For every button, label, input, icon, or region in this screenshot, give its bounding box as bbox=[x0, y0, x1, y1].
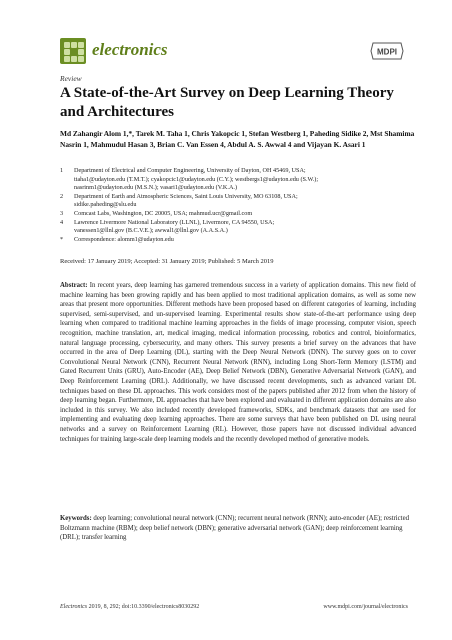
keywords-text: deep learning; convolutional neural network (CNN); recurrent neural network (RNN); auto-encoder (AE); restricted Boltzmann machine (RBM); deep belief network (DBN); generative adversarial network (GAN); deep reinforcement learning (DRL); transfer learning bbox=[60, 515, 409, 542]
affiliation-item bbox=[60, 167, 420, 193]
affiliation-line: vanessen1@llnl.gov (B.C.V.E.); awwal1@llnl.gov (A.A.S.A.) bbox=[74, 227, 228, 235]
paper-title: A State-of-the-Art Survey on Deep Learning Theory and Architectures bbox=[60, 85, 394, 120]
mdpi-logo-text: MDPI bbox=[377, 47, 397, 57]
affiliation-text bbox=[74, 193, 298, 210]
publication-dates: Received: 17 January 2019; Accepted: 31 January 2019; Published: 5 March 2019 bbox=[60, 258, 274, 265]
abstract-label: Abstract: bbox=[60, 282, 88, 289]
article-type: Review bbox=[60, 74, 82, 83]
affiliation-item bbox=[60, 210, 420, 219]
author-list: Md Zahangir Alom 1,*, Tarek M. Taha 1, Chris Yakopcic 1, Stefan Westberg 1, Paheding Sidike 2, Mst Shamima Nasrin 1, Mahmudul Hasan 3, Brian C. Van Essen 4, Abdul A. S. Awwal 4 and Vijayan K. Asari 1 bbox=[60, 129, 415, 149]
journal-name: electronics bbox=[92, 40, 168, 59]
abstract-text: In recent years, deep learning has garnered tremendous success in a variety of application domains. This new field of machine learning has been growing rapidly and has been applied to most traditional application domains, as well as some new areas that present more opportunities. Different methods have been proposed based on different categories of learning, including supervised, semi-supervised, and un-supervised learning. Experimental results show state-of-the-art performance using deep learning when compared to traditional machine learning approaches in the fields of image processing, computer vision, speech recognition, machine translation, art, medical imaging, medical information processing, robotics and control, bioinformatics, natural language processing, cybersecurity, and many others. This survey presents a brief survey on the advances that have occurred in the area of Deep Learning (DL), starting with the Deep Neural Network (DNN). The survey goes on to cover Convolutional Neural Network (CNN), Recurrent Neural Network (RNN), including Long Short-Term Memory (LSTM) and Gated Recurrent Units (GRU), Auto-Encoder (AE), Deep Belief Network (DBN), Generative Adversarial Network (GAN), and Deep Reinforcement Learning (DRL). Additionally, we have discussed recent developments, such as advanced variant DL techniques based on these DL approaches. This work considers most of the papers published after 2012 from when the history of deep learning began. Furthermore, DL approaches that have been explored and evaluated in different application domains are also included in this survey. We also included recently developed frameworks, SDKs, and benchmark datasets that are used for implementing and evaluating deep learning approaches. There are some surveys that have been published on DL using neural networks and a survey on Reinforcement Learning (RL). However, those papers have not discussed individual advanced techniques for training large-scale deep learning models and the recently developed method of generative models. bbox=[60, 282, 416, 443]
footer-citation bbox=[60, 604, 199, 610]
affiliation-item bbox=[60, 236, 420, 245]
affiliation-text bbox=[74, 167, 318, 193]
abstract bbox=[60, 281, 416, 444]
keywords bbox=[60, 514, 416, 543]
affiliation-line: ttaha1@udayton.edu (T.M.T.); cyakopcic1@udayton.edu (C.Y.); westbergs1@udayton.edu (S.W.); bbox=[74, 175, 319, 183]
mdpi-logo-icon bbox=[370, 42, 404, 60]
affiliation-text bbox=[74, 219, 274, 236]
affiliation-number: * bbox=[60, 235, 64, 243]
affiliation-number: 1 bbox=[60, 167, 64, 174]
journal-grid-logo-icon bbox=[60, 38, 86, 64]
affiliation-number: 3 bbox=[60, 209, 64, 217]
affiliation-item bbox=[60, 193, 420, 210]
footer-journal-name: Electronics bbox=[60, 604, 88, 610]
affiliation-number: 2 bbox=[60, 192, 64, 200]
affiliation-line: Correspondence: alomm1@udayton.edu bbox=[74, 235, 174, 243]
affiliation-item bbox=[60, 219, 420, 236]
footer-website-link[interactable]: www.mdpi.com/journal/electronics bbox=[323, 604, 408, 610]
affiliation-number: 4 bbox=[60, 218, 64, 226]
affiliation-list bbox=[60, 167, 420, 244]
affiliation-line: nasrinm1@udayton.edu (M.S.N.); vasari1@udayton.edu (V.K.A.) bbox=[74, 184, 238, 192]
affiliation-line: Department of Electrical and Computer Engineering, University of Dayton, OH 45469, USA; bbox=[74, 167, 306, 174]
affiliation-text bbox=[74, 210, 252, 219]
affiliation-line: Lawrence Livermore National Laboratory (LLNL), Livermore, CA 94550, USA; bbox=[74, 218, 275, 226]
footer-citation-text: 2019, 8, 292; doi:10.3390/electronics8030292 bbox=[88, 604, 200, 610]
keywords-label: Keywords: bbox=[60, 515, 92, 522]
affiliation-line: Comcast Labs, Washington, DC 20005, USA; mahmud.ucr@gmail.com bbox=[74, 209, 253, 217]
affiliation-text bbox=[74, 236, 174, 245]
affiliation-line: sidike.paheding@slu.edu bbox=[74, 201, 137, 209]
affiliation-line: Department of Earth and Atmospheric Sciences, Saint Louis University, MO 63108, USA; bbox=[74, 192, 298, 200]
